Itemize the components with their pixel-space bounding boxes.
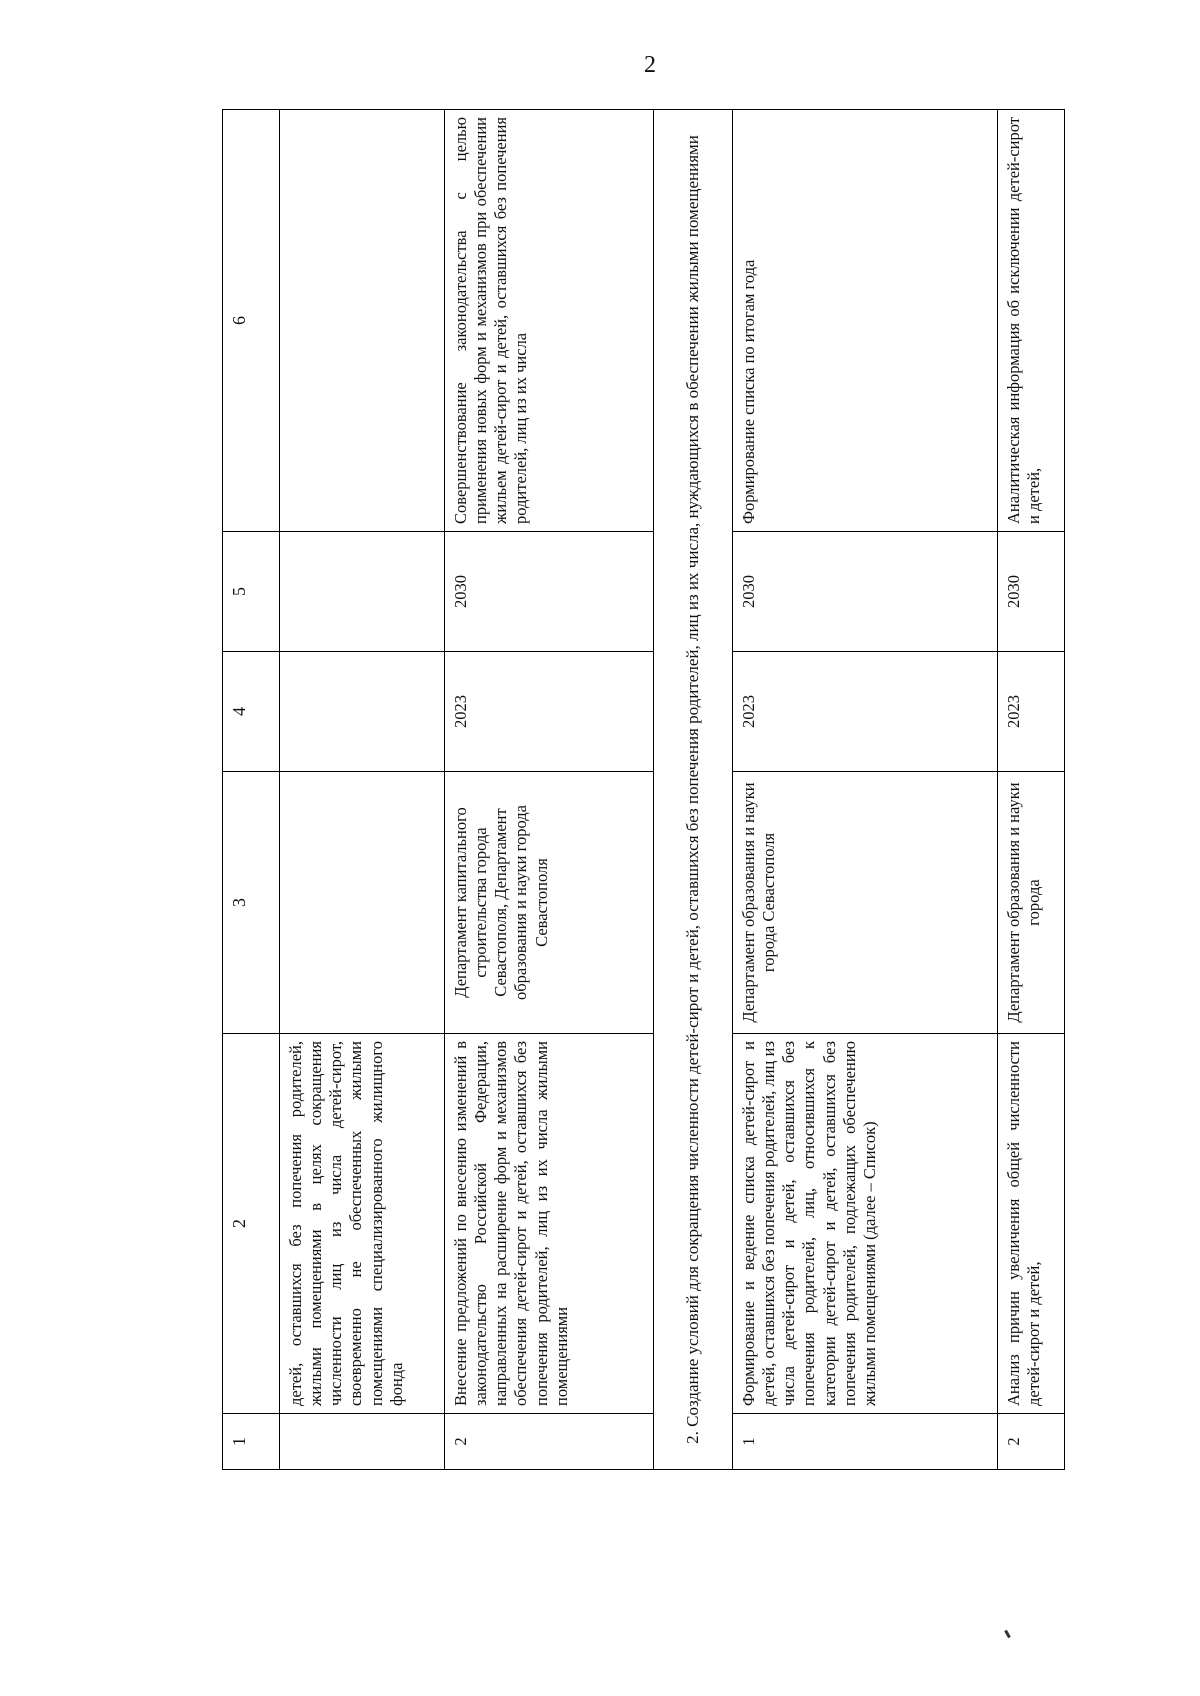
page-number: 2: [644, 52, 656, 78]
measure-cell: Формирование и ведение списка детей-сирот и детей, оставшихся без попечения родителей, лиц из числа детей-сирот и детей, оставшихся без попечения родителей, лиц, относившихся к категории детей-сирот и детей, оставшихся без попечения родителей, подлежащих обеспечению жилыми помещениями (далее – Список): [733, 1034, 998, 1414]
start-year-cell: 2023: [445, 652, 654, 772]
end-year-cell: 2030: [733, 532, 998, 652]
measure-cell: детей, оставшихся без попечения родителей, жилыми помещениями в целях сокращения численности лиц из числа детей-сирот, своевременно не обеспеченных жилыми помещениями специализированного жилищного фонда: [280, 1034, 445, 1414]
table-row: [733, 110, 998, 1470]
header-col-2: 2: [223, 1034, 280, 1414]
end-year-cell: [280, 532, 445, 652]
executor-cell: Департамент образования и науки города Севастополя: [733, 772, 998, 1034]
start-year-cell: [280, 652, 445, 772]
executor-cell: Департамент образования и науки города: [998, 772, 1065, 1034]
section-row: [654, 110, 733, 1470]
measures-table: [222, 109, 1065, 1470]
measure-cell: Анализ причин увеличения общей численности детей-сирот и детей,: [998, 1034, 1065, 1414]
header-col-1: 1: [223, 1414, 280, 1470]
row-number: [280, 1414, 445, 1470]
result-cell: Формирование списка по итогам года: [733, 110, 998, 532]
rotated-table-container: [222, 110, 1182, 1470]
row-number: 2: [445, 1414, 654, 1470]
header-col-5: 5: [223, 532, 280, 652]
executor-cell: Департамент капитального строительства города Севастополя, Департамент образования и науки города Севастополя: [445, 772, 654, 1034]
row-number: 1: [733, 1414, 998, 1470]
end-year-cell: 2030: [998, 532, 1065, 652]
header-col-6: 6: [223, 110, 280, 532]
table-row: [998, 110, 1065, 1470]
measure-cell: Внесение предложений по внесению изменений в законодательство Российской Федерации, направленных на расширение форм и механизмов обеспечения детей-сирот и детей, оставшихся без попечения родителей, лиц из их числа жилыми помещениями: [445, 1034, 654, 1414]
result-cell: Аналитическая информация об исключении детей-сирот и детей,: [998, 110, 1065, 532]
end-year-cell: 2030: [445, 532, 654, 652]
executor-cell: [280, 772, 445, 1034]
result-cell: Совершенствование законодательства с целью применения новых форм и механизмов при обеспечении жильем детей-сирот и детей, оставшихся без попечения родителей, лиц из их числа: [445, 110, 654, 532]
table-row: [445, 110, 654, 1470]
result-cell: [280, 110, 445, 532]
scan-mark: [1004, 1630, 1011, 1638]
start-year-cell: 2023: [733, 652, 998, 772]
start-year-cell: 2023: [998, 652, 1065, 772]
table-row: [280, 110, 445, 1470]
table-header-row: [223, 110, 280, 1470]
row-number: 2: [998, 1414, 1065, 1470]
header-col-3: 3: [223, 772, 280, 1034]
header-col-4: 4: [223, 652, 280, 772]
section-title: 2. Создание условий для сокращения численности детей-сирот и детей, оставшихся без попечения родителей, лиц из их числа, нуждающихся в обеспечении жилыми помещениями: [654, 110, 733, 1470]
